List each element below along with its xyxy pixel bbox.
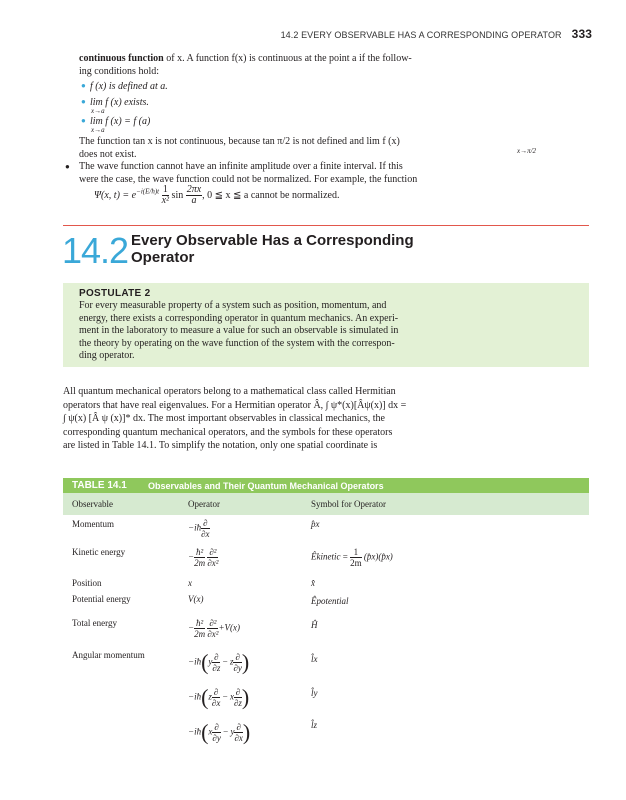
symbol-potential: Êpotential bbox=[311, 596, 349, 606]
section-title bbox=[131, 232, 414, 266]
column-header-operator: Operator bbox=[188, 499, 220, 509]
tan-limit-subscript: x→π/2 bbox=[517, 147, 537, 155]
postulate-title: POSTULATE 2 bbox=[79, 288, 151, 299]
symbol-ly: l̂y bbox=[311, 688, 318, 698]
operators-paragraph bbox=[63, 385, 589, 453]
symbol-lx: l̂x bbox=[311, 654, 318, 664]
formula-lhs: Ψ(x, t) = e bbox=[94, 189, 137, 201]
condition-3: lim f (x) = f (a) bbox=[90, 116, 151, 127]
intro-line-1 bbox=[79, 52, 589, 65]
column-header-observable: Observable bbox=[72, 499, 113, 509]
tan-line-1: The function tan x is not continuous, because tan π/2 is not defined and lim f (x) bbox=[79, 136, 400, 147]
symbol-kinetic: Êkinetic = $\frac{1}{2m}$ (p̂x)(p̂x) bbox=[311, 547, 393, 568]
postulate-line: the theory by operating on the wave function of the system with the correspon- bbox=[79, 337, 395, 349]
postulate-line: energy, there exists a corresponding operator in quantum mechanics. An experi- bbox=[79, 312, 399, 324]
intro-line-1-rest: of x. A function f(x) is continuous at the point a if the follow- bbox=[163, 53, 412, 64]
tan-line-2: does not exist. bbox=[79, 149, 137, 160]
paragraph-line: corresponding quantum mechanical operators, and the symbols for these operators bbox=[63, 426, 393, 438]
fraction-1-over-x2: $\frac{1}{\text{x²}}$ bbox=[161, 184, 170, 206]
running-title: 14.2 EVERY OBSERVABLE HAS A CORRESPONDING OPERATOR bbox=[280, 30, 562, 40]
table-row-observable: Total energy bbox=[72, 618, 117, 628]
bullet2-line-2: were the case, the wave function could not be normalized. For example, the function bbox=[79, 174, 418, 185]
table-row-observable: Kinetic energy bbox=[72, 547, 126, 557]
condition-2: lim f (x) exists. bbox=[90, 97, 149, 108]
symbol-momentum: p̂x bbox=[311, 519, 320, 529]
bullet-icon: ● bbox=[81, 81, 86, 90]
operator-potential: V(x) bbox=[188, 594, 204, 604]
bullet-icon: ● bbox=[81, 97, 86, 106]
section-title-line-1: Every Observable Has a Corresponding bbox=[131, 232, 414, 249]
paragraph-line: operators that have real eigenvalues. For a Hermitian operator Â, ∫ ψ*(x)[Âψ(x)] dx = bbox=[63, 399, 407, 411]
table-row-observable: Angular momentum bbox=[72, 650, 145, 660]
postulate-line: For every measurable property of a system such as position, momentum, and bbox=[79, 300, 387, 311]
table-label: TABLE 14.1 bbox=[72, 480, 127, 491]
page-number: 333 bbox=[571, 27, 592, 41]
fraction-2pix-over-a: $\frac{2\pi x}{a}$ bbox=[186, 184, 202, 206]
bullet2-line-1: The wave function cannot have an infinite amplitude over a finite interval. If this bbox=[79, 161, 403, 172]
table-title: Observables and Their Quantum Mechanical Operators bbox=[148, 481, 384, 491]
operator-position: x bbox=[188, 578, 192, 588]
postulate-line: ding operator. bbox=[79, 350, 135, 361]
column-header-symbol: Symbol for Operator bbox=[311, 499, 386, 509]
bullet-icon: ● bbox=[81, 116, 86, 125]
postulate-line: ment in the laboratory to measure a value for such an observable is simulated in bbox=[79, 325, 399, 336]
symbol-lz: l̂z bbox=[311, 720, 318, 730]
operator-kinetic: − $\frac{\text{ħ²}}{2m}$ $\frac{\text{∂²}}{\text{∂x²}}$ bbox=[188, 547, 219, 568]
paragraph-line: ∫ ψ(x) [Â ψ (x)]* dx. The most important observables in classical mechanics, the bbox=[63, 413, 385, 424]
section-number: 14.2 bbox=[62, 230, 129, 271]
formula-exponent: −i(E/ħ)t bbox=[136, 187, 160, 196]
paragraph-line: are listed in Table 14.1. To simplify the notation, only one spatial coordinate is bbox=[63, 440, 378, 451]
wavefunction-formula bbox=[94, 185, 339, 206]
term-continuous-function: continuous function bbox=[79, 53, 164, 64]
operator-momentum: −iħ $\frac{\partial}{\partial x}$ bbox=[188, 518, 210, 539]
running-header bbox=[281, 27, 592, 41]
operator-ly: −iħ(z $\frac{\partial}{\partial x}$ − x $\frac{\partial}{\partial z}$ ) bbox=[188, 684, 250, 710]
bullet-icon: ● bbox=[65, 162, 70, 171]
operator-lz: −iħ(x $\frac{\partial}{\partial y}$ − y $\frac{\partial}{\partial x}$ ) bbox=[188, 719, 251, 745]
formula-tail: , 0 ≦ x ≦ a cannot be normalized. bbox=[202, 189, 340, 201]
table-row-observable: Momentum bbox=[72, 519, 114, 529]
condition-1: f (x) is defined at a. bbox=[90, 81, 168, 92]
limit-subscript: x→a bbox=[91, 126, 105, 134]
section-title-line-2: Operator bbox=[131, 249, 195, 266]
operator-total-energy: − $\frac{\text{ħ²}}{2m}$ $\frac{\text{∂²}}{\text{∂x²}}$ +V(x) bbox=[188, 618, 241, 639]
table-row-observable: Potential energy bbox=[72, 594, 131, 604]
symbol-hamiltonian: Ĥ bbox=[311, 620, 318, 630]
limit-subscript: x→a bbox=[91, 107, 105, 115]
symbol-position: x̂ bbox=[311, 578, 315, 588]
formula-sin: sin bbox=[171, 189, 184, 201]
postulate-text bbox=[79, 300, 574, 363]
operator-lx: −iħ(y $\frac{\partial}{\partial z}$ − z $\frac{\partial}{\partial y}$ ) bbox=[188, 649, 250, 675]
intro-line-2: ing conditions hold: bbox=[79, 66, 159, 77]
section-rule bbox=[63, 225, 589, 226]
paragraph-line: All quantum mechanical operators belong to a mathematical class called Hermitian bbox=[63, 386, 396, 397]
table-row-observable: Position bbox=[72, 578, 102, 588]
